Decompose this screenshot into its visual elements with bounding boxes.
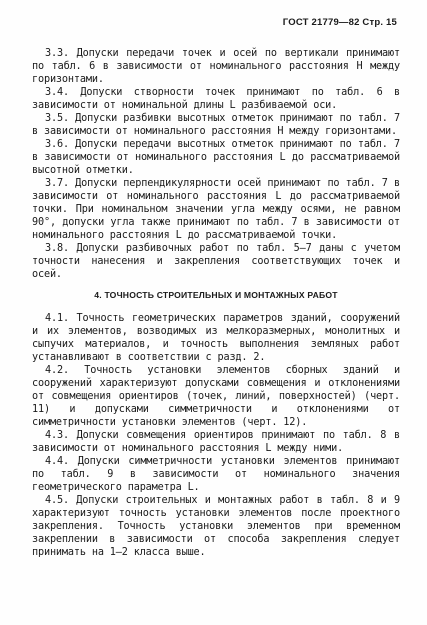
paragraph-3-3: 3.3. Допуски передачи точек и осей по вертикали принимают по табл. 6 в зависимости от номинального расстояния H между горизонтами. [32, 48, 400, 85]
paragraph-3-5: 3.5. Допуски разбивки высотных отметок принимают по табл. 7 в зависимости от номинального расстояния H между горизонтами. [32, 113, 400, 137]
paragraph-4-4: 4.4. Допуски симметричности установки элементов принимают по табл. 9 в зависимости от номинального значения геометрического параметра L. [32, 456, 400, 493]
paragraph-4-5: 4.5. Допуски строительных и монтажных работ в табл. 8 и 9 характеризуют точность установки элементов после проектного закрепления. Точность установки элементов при временном закреплении в зависимости от способа закрепления следует принимать на 1—2 класса выше. [32, 495, 400, 558]
paragraph-3-7: 3.7. Допуски перпендикулярности осей принимают по табл. 7 в зависимости от номинального расстояния L до рассматриваемой точки. При номинальном значении угла между осями, не равном 90°, допуски угла также принимают по табл. 7 в зависимости от номинального расстояния L до рассматриваемой точки. [32, 178, 400, 241]
paragraph-4-2: 4.2. Точность установки элементов сборных зданий и сооружений характеризуют допусками совмещения и отклонениями от совмещения ориентиров (точек, линий, поверхностей) (черт. 11) и допусками симметричности и отклонениями от симметричности установки элементов (черт. 12). [32, 365, 400, 428]
running-header: ГОСТ 21779—82 Стр. 15 [282, 17, 397, 28]
paragraph-3-6: 3.6. Допуски передачи высотных отметок принимают по табл. 7 в зависимости от номинального расстояния L до рассматриваемой высотной отметки. [32, 139, 400, 176]
section-4-text [32, 312, 400, 559]
paragraph-4-3: 4.3. Допуски совмещения ориентиров принимают по табл. 8 в зависимости от номинального расстояния L между ними. [32, 430, 400, 454]
paragraph-3-4: 3.4. Допуски створности точек принимают по табл. 6 в зависимости от номинальной длины L разбиваемой оси. [32, 87, 400, 111]
section-3-text [32, 47, 400, 281]
section-4-title: 4. ТОЧНОСТЬ СТРОИТЕЛЬНЫХ И МОНТАЖНЫХ РАБОТ [94, 290, 338, 300]
paragraph-3-8: 3.8. Допуски разбивочных работ по табл. 5—7 даны с учетом точности нанесения и закрепления соответствующих точек и осей. [32, 243, 400, 280]
paragraph-4-1: 4.1. Точность геометрических параметров зданий, сооружений и их элементов, возводимых из мелкоразмерных, монолитных и сыпучих материалов, и точность выполнения земляных работ устанавливают в соответствии с разд. 2. [32, 313, 400, 363]
